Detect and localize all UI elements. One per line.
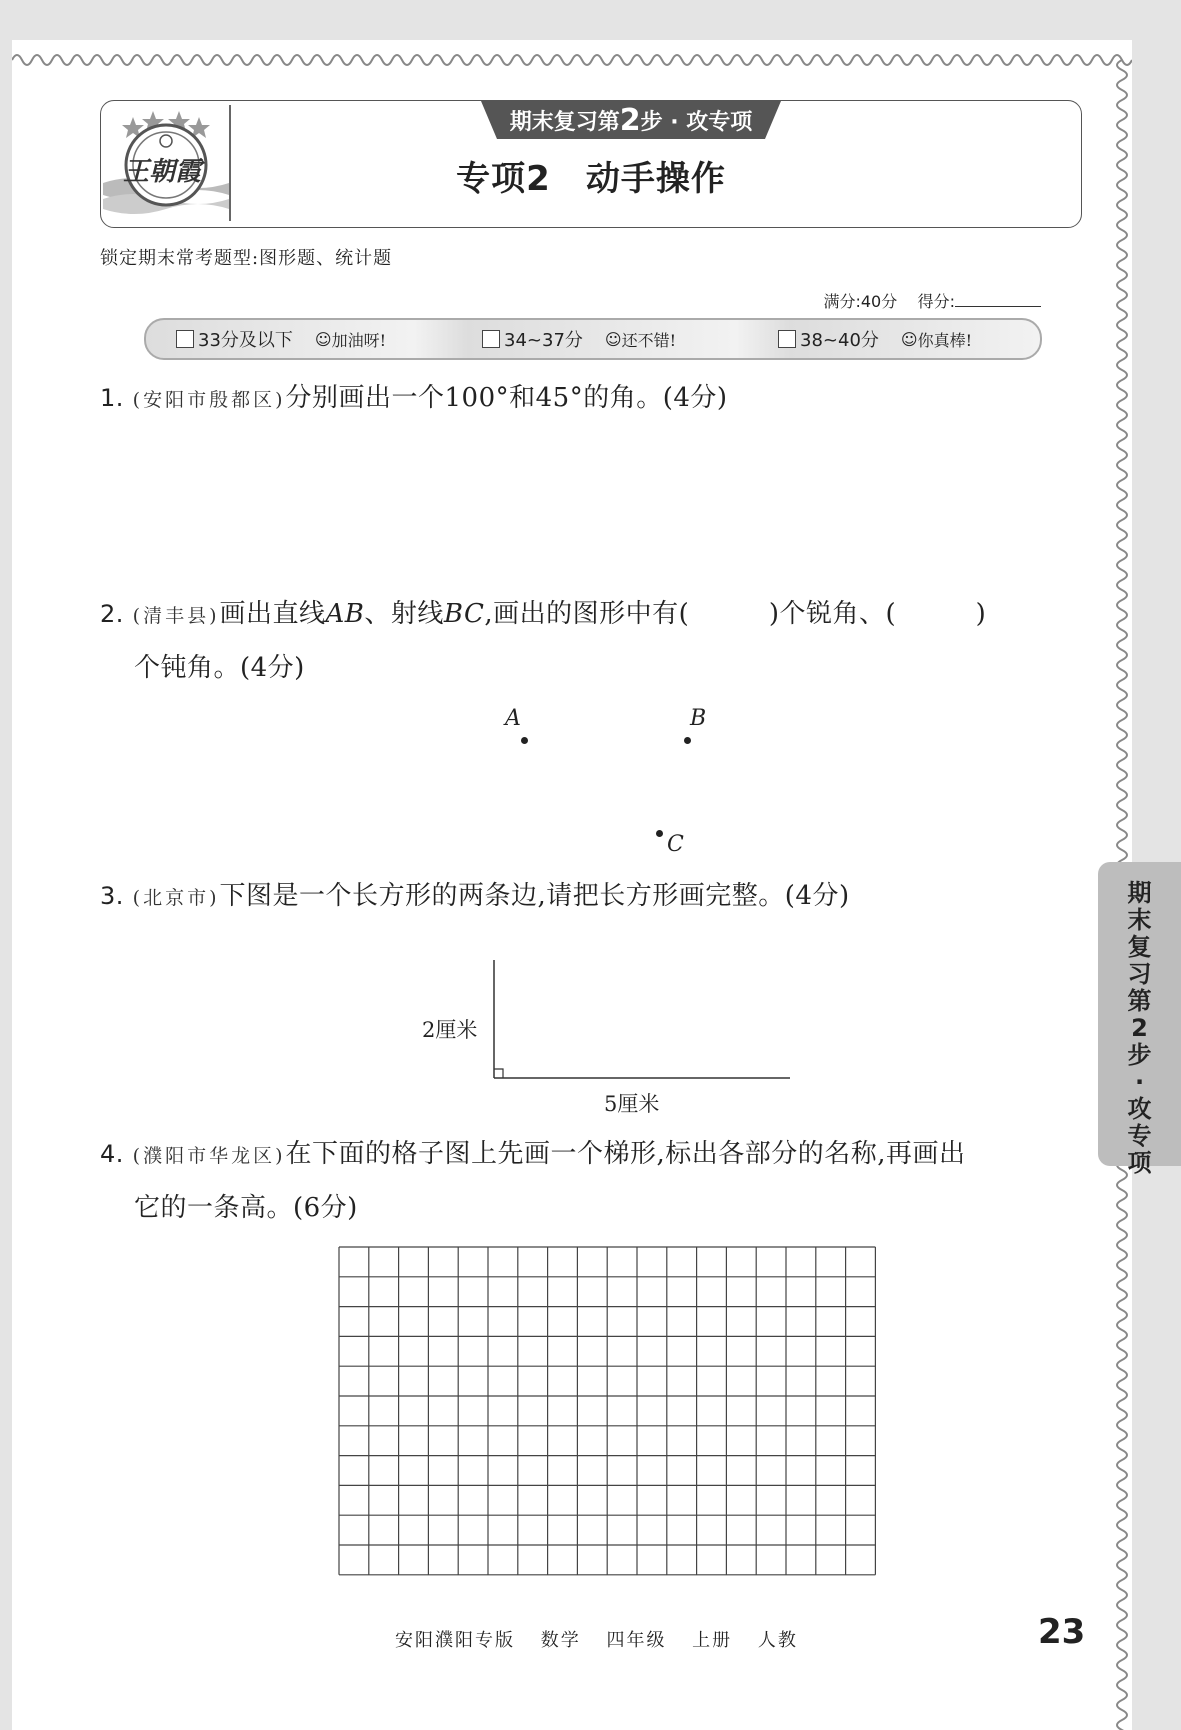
- rating-msg-1: 加油呀!: [331, 330, 387, 350]
- ray-bc-label: BC: [443, 599, 485, 629]
- question-3: [100, 870, 850, 924]
- side-tab-char: 期: [1127, 879, 1152, 907]
- side-tab-char: 复: [1127, 933, 1152, 961]
- banner-suffix: 步 · 攻专项: [640, 109, 753, 135]
- point-b-dot: [684, 737, 691, 744]
- point-a-label: A: [505, 706, 521, 731]
- side-length-left: 2厘米: [422, 1018, 478, 1042]
- side-tab-char: 习: [1127, 960, 1152, 988]
- smiley-icon: ☺: [314, 329, 332, 349]
- question-source: (清丰县): [132, 605, 220, 627]
- side-tab-char: ·: [1134, 1068, 1145, 1096]
- rating-range-3: 38~40分: [800, 330, 879, 351]
- score-blank[interactable]: [955, 306, 1041, 307]
- question-text: 分别画出一个100°和45°的角。(4分): [285, 383, 728, 413]
- side-tab-char: 末: [1127, 906, 1152, 934]
- question-1: [100, 372, 728, 426]
- question-text: 下图是一个长方形的两条边,请把长方形画完整。(4分): [219, 881, 850, 911]
- header-box: [100, 100, 1082, 228]
- grid-paper[interactable]: [338, 1246, 876, 1576]
- question-source: (濮阳市华龙区): [132, 1145, 286, 1167]
- side-section-tab: [1098, 862, 1181, 1177]
- rating-range-1: 33分及以下: [198, 330, 293, 351]
- question-text-a: 画出直线: [219, 599, 326, 629]
- question-text-line2: 它的一条高。(6分): [134, 1193, 358, 1223]
- side-tab-char: 2: [1131, 1014, 1148, 1042]
- point-c-dot: [656, 830, 663, 837]
- topic-subtitle: 锁定期末常考题型:图形题、统计题: [100, 248, 393, 269]
- rating-checkbox-1[interactable]: [176, 330, 194, 348]
- score-line: [823, 289, 1041, 312]
- side-tab-char: 专: [1127, 1122, 1152, 1150]
- point-c-label: C: [667, 832, 684, 857]
- rating-checkbox-3[interactable]: [778, 330, 796, 348]
- side-tab-char: 步: [1127, 1041, 1152, 1069]
- footer-text: 安阳濮阳专版 数学 四年级 上册 人教: [395, 1630, 798, 1651]
- rating-item-3: [778, 326, 972, 352]
- question-2: [100, 588, 986, 694]
- score-label: 得分:: [917, 292, 955, 311]
- rating-bar: [144, 318, 1042, 360]
- question-number: 4.: [100, 1140, 124, 1168]
- full-score-label: 满分:40分: [823, 292, 898, 311]
- banner-prefix: 期末复习第: [509, 109, 620, 135]
- side-length-bottom: 5厘米: [604, 1092, 660, 1116]
- rectangle-two-sides: [490, 958, 800, 1080]
- line-ab-label: AB: [325, 599, 365, 629]
- side-tab-char: 第: [1127, 987, 1152, 1015]
- page-number: 23: [1038, 1612, 1086, 1652]
- rating-checkbox-2[interactable]: [482, 330, 500, 348]
- banner-step-number: 2: [619, 102, 641, 138]
- question-text-line2: 个钝角。(4分): [134, 653, 305, 683]
- question-number: 1.: [100, 384, 124, 412]
- question-number: 3.: [100, 882, 124, 910]
- point-b-label: B: [690, 706, 707, 731]
- question-text-c: ,画出的图形中有( )个锐角、( ): [484, 599, 987, 629]
- rating-item-2: [482, 326, 676, 352]
- question-4: [100, 1128, 966, 1234]
- page-title: 专项2 动手操作: [456, 159, 726, 199]
- side-tab-char: 项: [1127, 1149, 1152, 1177]
- smiley-icon: ☺: [604, 329, 622, 349]
- rating-range-2: 34~37分: [504, 330, 583, 351]
- section-banner: [481, 101, 781, 139]
- side-tab-char: 攻: [1127, 1095, 1152, 1123]
- question-source: (安阳市殷都区): [132, 389, 286, 411]
- smiley-icon: ☺: [900, 329, 918, 349]
- rating-msg-3: 你真棒!: [917, 330, 973, 350]
- rating-msg-2: 还不错!: [621, 330, 677, 350]
- logo-text: 王朝霞: [123, 157, 202, 187]
- point-a-dot: [521, 737, 528, 744]
- question-number: 2.: [100, 600, 124, 628]
- question-text-b: 、射线: [364, 599, 444, 629]
- rating-item-1: [176, 326, 386, 352]
- question-source: (北京市): [132, 887, 220, 909]
- question-text: 在下面的格子图上先画一个梯形,标出各部分的名称,再画出: [285, 1139, 966, 1169]
